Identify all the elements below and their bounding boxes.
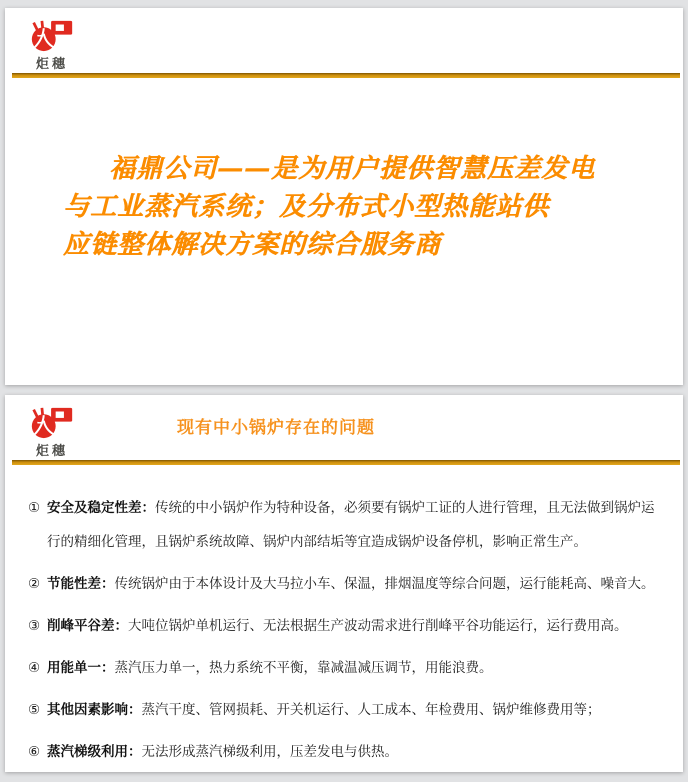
- issue-text: [47, 693, 601, 727]
- flame-logo-icon: [30, 19, 74, 52]
- issue-description: 传统的中小锅炉作为特种设备，必须要有锅炉工证的人进行管理，且无法做到锅炉运行的精细化管理，且锅炉系统故障、锅炉内部结垢等宜造成锅炉设备停机，影响正常生产。: [47, 500, 655, 549]
- issue-text: [47, 491, 659, 559]
- issue-text: [47, 609, 628, 643]
- header-divider: [12, 460, 680, 465]
- slide-1[interactable]: [5, 8, 683, 385]
- issue-item-4: [28, 651, 659, 685]
- issue-text: [47, 651, 493, 685]
- issue-description: 大吨位锅炉单机运行、无法根据生产波动需求进行削峰平谷功能运行，运行费用高。: [128, 618, 628, 633]
- slide1-headline: [63, 150, 625, 264]
- slide2-header: [5, 395, 683, 465]
- issue-label: 蒸汽梯级利用：: [47, 744, 142, 759]
- slide-2[interactable]: [5, 395, 683, 772]
- issue-number: ③: [28, 618, 41, 633]
- issue-number: ②: [28, 576, 41, 591]
- headline-line-2: 与工业蒸汽系统；及分布式小型热能站供: [63, 192, 550, 222]
- issue-description: 蒸汽压力单一，热力系统不平衡，靠减温减压调节，用能浪费。: [114, 660, 493, 675]
- issue-text: [47, 735, 398, 769]
- company-logo: [27, 19, 77, 72]
- flame-logo-icon: [30, 406, 74, 439]
- issue-number: ①: [28, 500, 41, 515]
- issue-item-5: [28, 693, 659, 727]
- slide1-header: [5, 8, 683, 78]
- issue-label: 用能单一：: [47, 660, 115, 675]
- issue-label: 节能性差：: [47, 576, 115, 591]
- slide2-title: 现有中小锅炉存在的问题: [177, 418, 375, 438]
- issue-label: 安全及稳定性差：: [47, 500, 155, 515]
- header-divider: [12, 73, 680, 78]
- issue-description: 无法形成蒸汽梯级利用，压差发电与供热。: [141, 744, 398, 759]
- headline-line-3: 应链整体解决方案的综合服务商: [63, 230, 442, 260]
- issue-number: ④: [28, 660, 41, 675]
- issue-item-6: [28, 735, 659, 769]
- issue-number: ⑥: [28, 744, 41, 759]
- issue-item-1: [28, 491, 659, 559]
- issue-number: ⑤: [28, 702, 41, 717]
- headline-line-1: 福鼎公司——是为用户提供智慧压差发电: [109, 154, 596, 184]
- issue-description: 传统锅炉由于本体设计及大马拉小车、保温，排烟温度等综合问题，运行能耗高、噪音大。: [114, 576, 655, 591]
- issue-label: 其他因素影响：: [47, 702, 142, 717]
- logo-text: 炬穗: [35, 57, 68, 72]
- issue-text: [47, 567, 655, 601]
- issue-item-3: [28, 609, 659, 643]
- company-logo: [27, 406, 77, 459]
- issue-list: [28, 491, 659, 769]
- logo-text: 炬穗: [35, 444, 68, 459]
- issue-label: 削峰平谷差：: [47, 618, 128, 633]
- issue-description: 蒸汽干度、管网损耗、开关机运行、人工成本、年检费用、锅炉维修费用等；: [141, 702, 601, 717]
- issue-item-2: [28, 567, 659, 601]
